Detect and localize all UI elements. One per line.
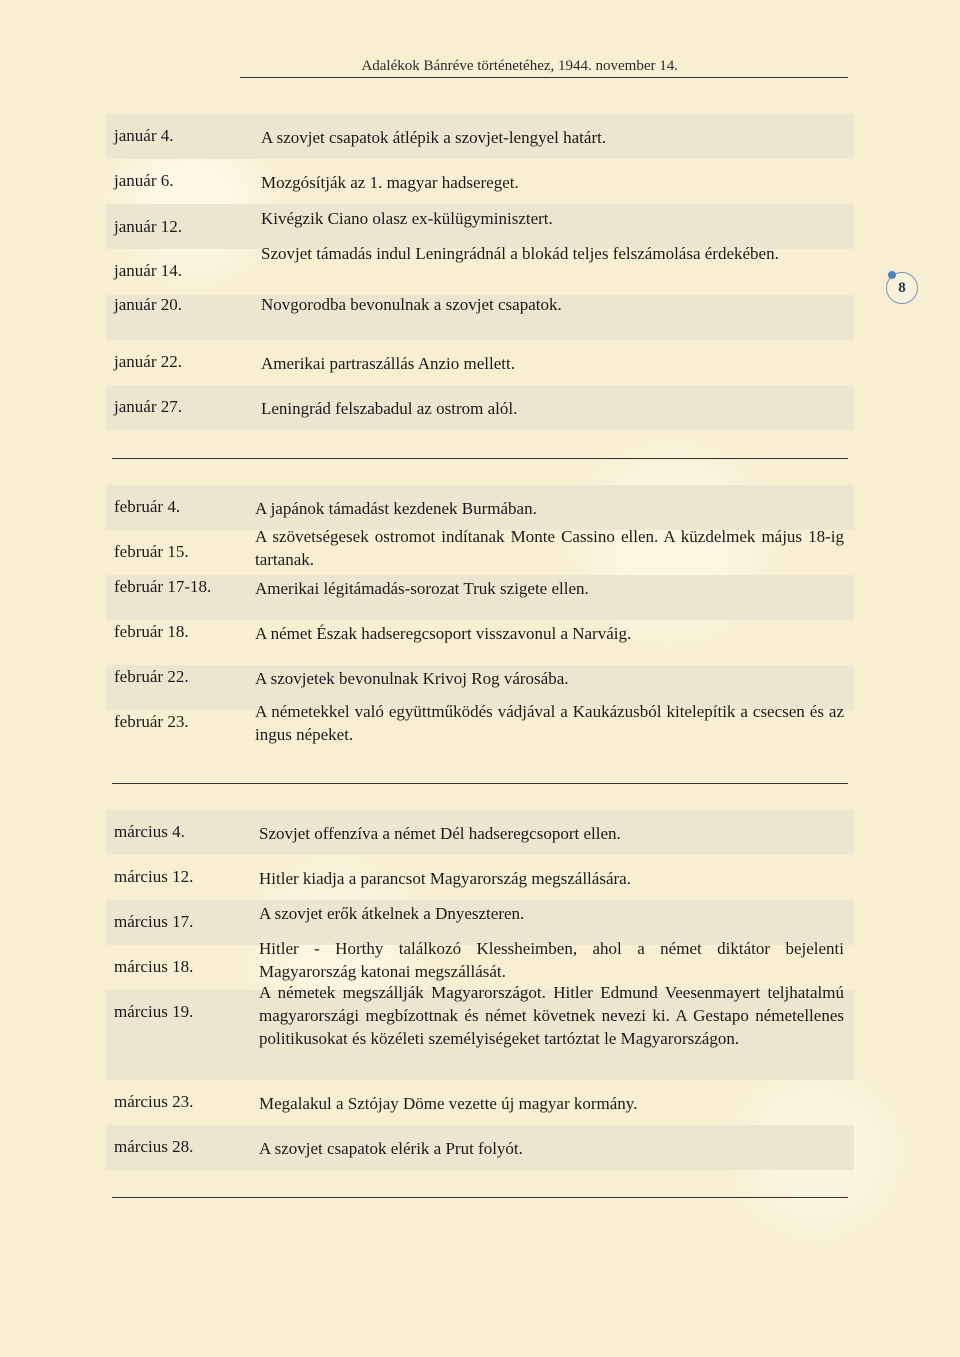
- row-date: február 15.: [114, 542, 189, 561]
- timeline-row: [106, 485, 854, 530]
- row-date: március 4.: [114, 822, 185, 841]
- row-text: Szovjet offenzíva a német Dél hadseregcsoport ellen.: [259, 824, 621, 843]
- row-text: Amerikai partraszállás Anzio mellett.: [261, 354, 515, 373]
- row-date: január 22.: [114, 352, 182, 371]
- row-date: január 4.: [114, 126, 174, 145]
- row-text: A szovjetek bevonulnak Krivoj Rog városába.: [255, 669, 569, 688]
- row-date: március 19.: [114, 1002, 194, 1021]
- row-text: Hitler kiadja a parancsot Magyarország megszállására.: [259, 869, 631, 888]
- row-date: január 6.: [114, 171, 174, 190]
- row-text: A német Észak hadseregcsoport visszavonul a Narváig.: [255, 624, 632, 643]
- section-january: [106, 114, 854, 430]
- row-date: március 17.: [114, 912, 194, 931]
- row-text: Kivégzik Ciano olasz ex-külügyminisztert.: [261, 209, 553, 228]
- row-text: A japánok támadást kezdenek Burmában.: [255, 499, 537, 518]
- row-date: február 17-18.: [114, 577, 212, 596]
- row-text: Szovjet támadás indul Leningrádnál a blokád teljes felszámolása érdekében.: [261, 244, 779, 263]
- row-text: Mozgósítják az 1. magyar hadsereget.: [261, 173, 519, 192]
- row-text: Amerikai légitámadás-sorozat Truk szigete ellen.: [255, 579, 589, 598]
- row-text: Megalakul a Sztójay Döme vezette új magyar kormány.: [259, 1094, 638, 1113]
- section-february: [106, 485, 854, 755]
- row-date: február 23.: [114, 712, 189, 731]
- timeline-row: [106, 810, 854, 855]
- row-date: február 18.: [114, 622, 189, 641]
- row-text: Leningrád felszabadul az ostrom alól.: [261, 399, 518, 418]
- header-rule: [240, 77, 848, 78]
- page-number-dot: [888, 271, 896, 279]
- timeline-row: [106, 702, 854, 755]
- row-text: Novgorodba bevonulnak a szovjet csapatok.: [261, 295, 562, 314]
- row-text: A szovjet csapatok elérik a Prut folyót.: [259, 1139, 523, 1158]
- row-date: március 23.: [114, 1092, 194, 1111]
- timeline-row: [106, 620, 854, 665]
- timeline-row: [106, 114, 854, 159]
- row-date: március 28.: [114, 1137, 194, 1156]
- row-date: január 20.: [114, 295, 182, 314]
- timeline-row: [106, 295, 854, 340]
- page-number-badge: 8: [886, 272, 918, 304]
- running-header: Adalékok Bánréve történetéhez, 1944. november 14.: [361, 58, 678, 74]
- row-text: A szovjet erők átkelnek a Dnyeszteren.: [259, 904, 525, 923]
- row-text: A szövetségesek ostromot indítanak Monte Cassino ellen. A küzdelmek május 18-ig tartanak.: [255, 527, 844, 569]
- row-date: március 12.: [114, 867, 194, 886]
- row-date: január 12.: [114, 217, 182, 236]
- row-date: február 4.: [114, 497, 181, 516]
- row-date: január 27.: [114, 397, 182, 416]
- timeline-row: [106, 855, 854, 900]
- row-date: január 14.: [114, 261, 182, 280]
- timeline-row: [106, 1080, 854, 1125]
- timeline-row: [106, 575, 854, 620]
- section-divider: [112, 1197, 848, 1198]
- timeline-row: [106, 385, 854, 430]
- timeline-row: [106, 983, 854, 1080]
- row-text: Hitler - Horthy találkozó Klessheimben, ahol a német diktátor bejelenti Magyarország katonai megszállását.: [259, 939, 844, 981]
- timeline-row: [106, 159, 854, 204]
- timeline-row: [106, 244, 854, 295]
- row-text: A németek megszállják Magyarországot. Hitler Edmund Veesenmayert teljhatalmú magyarországi megbízottnak és német követnek nevezi ki. A Gestapo németellenes politikusokat és közéleti személyiségeket tartóztat le Magyarországon.: [259, 983, 844, 1048]
- row-text: A németekkel való együttműködés vádjával a Kaukázusból kitelepítik a csecsen és az ingus népeket.: [255, 702, 844, 744]
- timeline-row: [106, 527, 854, 575]
- timeline-row: [106, 340, 854, 385]
- row-date: március 18.: [114, 957, 194, 976]
- timeline-row: [106, 1125, 854, 1170]
- row-text: A szovjet csapatok átlépik a szovjet-lengyel határt.: [261, 128, 607, 147]
- section-divider: [112, 458, 848, 459]
- section-divider: [112, 783, 848, 784]
- section-march: [106, 810, 854, 1170]
- row-date: február 22.: [114, 667, 189, 686]
